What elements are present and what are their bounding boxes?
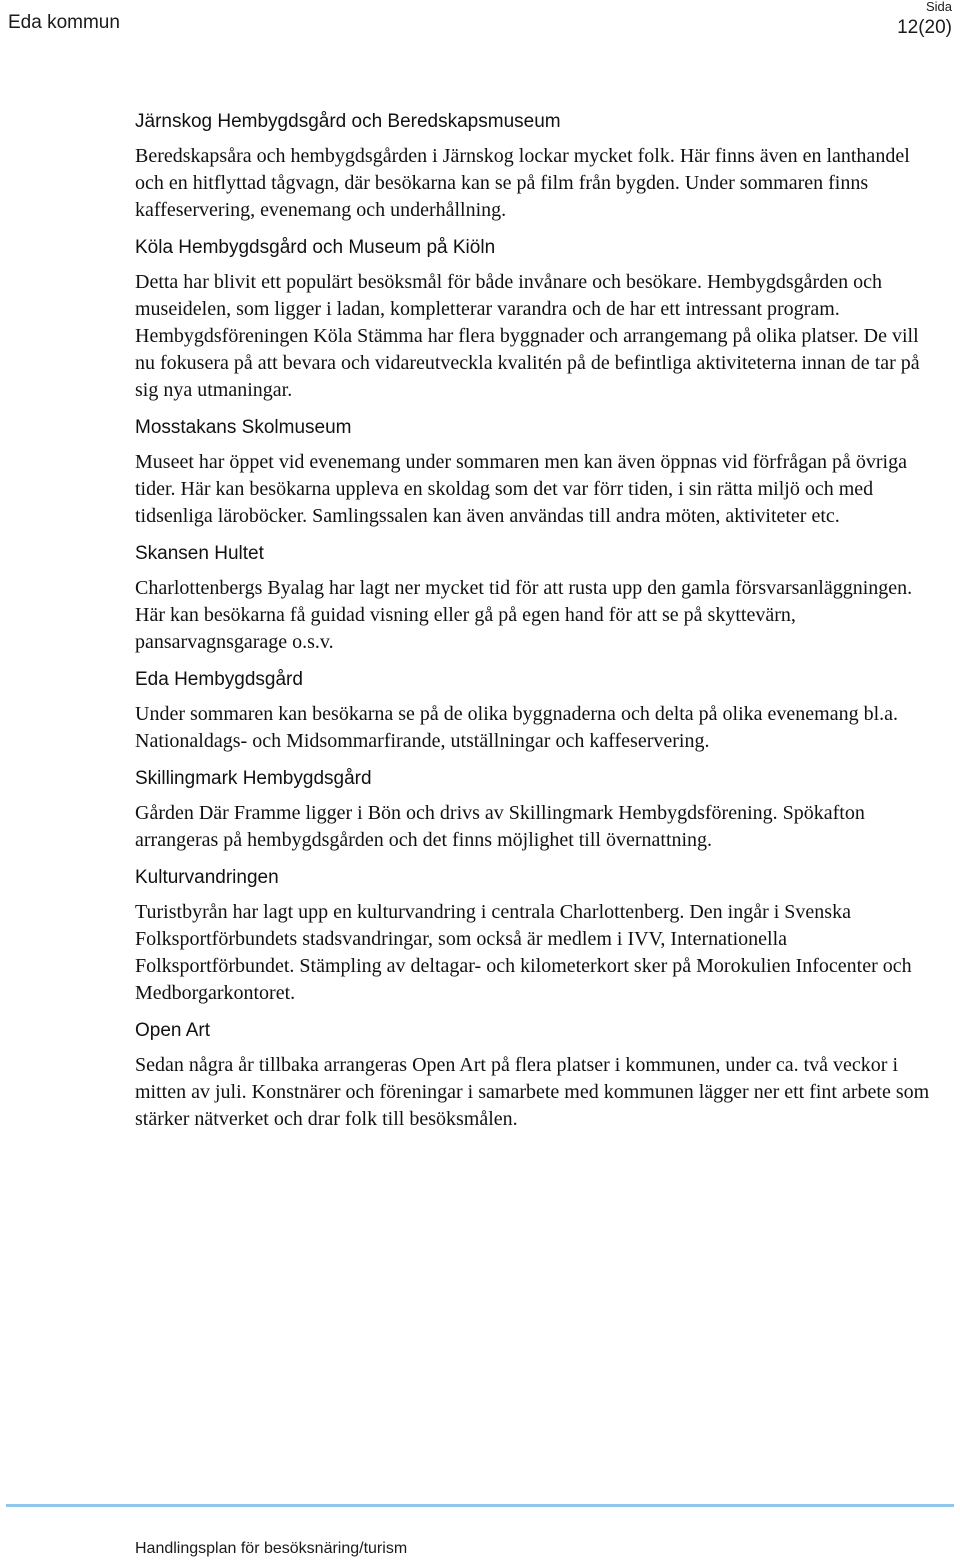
section-paragraph: Sedan några år tillbaka arrangeras Open Art på flera platser i kommunen, under ca. två veckor i mitten av juli. Konstnärer och föreningar i samarbete med kommunen lägger ner ett fint arbete som stärker nätverket och drar folk till besöksmålen. bbox=[135, 1054, 930, 1130]
footer-title: Handlingsplan för besöksnäring/turism bbox=[135, 1540, 408, 1557]
section-jarnskog bbox=[135, 111, 935, 224]
section-mosstakan bbox=[135, 417, 935, 530]
section-kulturvandringen bbox=[135, 867, 935, 1007]
footer-divider bbox=[6, 1504, 954, 1507]
section-skansen-hultet bbox=[135, 543, 935, 656]
page-label: Sida bbox=[925, 0, 952, 14]
section-paragraph: Museet har öppet vid evenemang under sommaren men kan även öppnas vid förfrågan på övriga tider. Här kan besökarna uppleva en skoldag som det var förr tiden, i sin rätta miljö och med tidsenliga läroböcker. Samlingssalen kan även användas till andra möten, aktiviteter etc. bbox=[135, 451, 907, 527]
header-page-info bbox=[897, 0, 952, 39]
section-heading: Kulturvandringen bbox=[135, 867, 279, 888]
page-number: 12(20) bbox=[897, 17, 952, 38]
section-eda-hembygdsgard bbox=[135, 669, 935, 755]
section-heading: Köla Hembygdsgård och Museum på Kiöln bbox=[135, 237, 496, 258]
section-skillingmark bbox=[135, 768, 935, 854]
section-paragraph: Detta har blivit ett populärt besöksmål för både invånare och besökare. Hembygdsgården och museidelen, som ligger i ladan, kompletterar varandra och de har ett intressant program. Hembygdsföreningen Köla Stämma har flera byggnader och arrangemang på olika platser. De vill nu fokusera på att bevara och vidareutveckla kvalitén på de befintliga aktiviteterna innan de tar på sig nya utmaningar. bbox=[135, 271, 920, 401]
section-paragraph: Charlottenbergs Byalag har lagt ner mycket tid för att rusta upp den gamla försvarsanläggningen. Här kan besökarna få guidad visning eller gå på egen hand för att se på skyttevärn, pansarvagnsgarage o.s.v. bbox=[135, 577, 913, 653]
section-paragraph: Under sommaren kan besökarna se på de olika byggnaderna och delta på olika evenemang bl.a. Nationaldags- och Midsommarfirande, utställningar och kaffeservering. bbox=[135, 703, 899, 752]
document-body bbox=[135, 111, 935, 1146]
section-heading: Skansen Hultet bbox=[135, 543, 264, 564]
section-paragraph: Beredskapsåra och hembygdsgården i Järnskog lockar mycket folk. Här finns även en lanthandel och en hitflyttad tågvagn, där besökarna kan se på film från bygden. Under sommaren finns kaffeservering, evenemang och underhållning. bbox=[135, 145, 910, 221]
section-heading: Järnskog Hembygdsgård och Beredskapsmuseum bbox=[135, 111, 561, 132]
section-paragraph: Turistbyrån har lagt upp en kulturvandring i centrala Charlottenberg. Den ingår i Svenska Folksportförbundets stadsvandringar, som också är medlem i IVV, Internationella Folksportförbundet. Stämpling av deltagar- och kilometerkort sker på Morokulien Infocenter och Medborgarkontoret. bbox=[135, 901, 912, 1004]
section-kola bbox=[135, 237, 935, 404]
section-heading: Eda Hembygdsgård bbox=[135, 669, 303, 690]
section-paragraph: Gården Där Framme ligger i Bön och drivs av Skillingmark Hembygdsförening. Spökafton arrangeras på hembygdsgården och det finns möjlighet till övernattning. bbox=[135, 802, 865, 851]
section-open-art bbox=[135, 1020, 935, 1133]
section-heading: Skillingmark Hembygdsgård bbox=[135, 768, 372, 789]
section-heading: Mosstakans Skolmuseum bbox=[135, 417, 352, 438]
header-organization: Eda kommun bbox=[8, 12, 120, 33]
section-heading: Open Art bbox=[135, 1020, 210, 1041]
